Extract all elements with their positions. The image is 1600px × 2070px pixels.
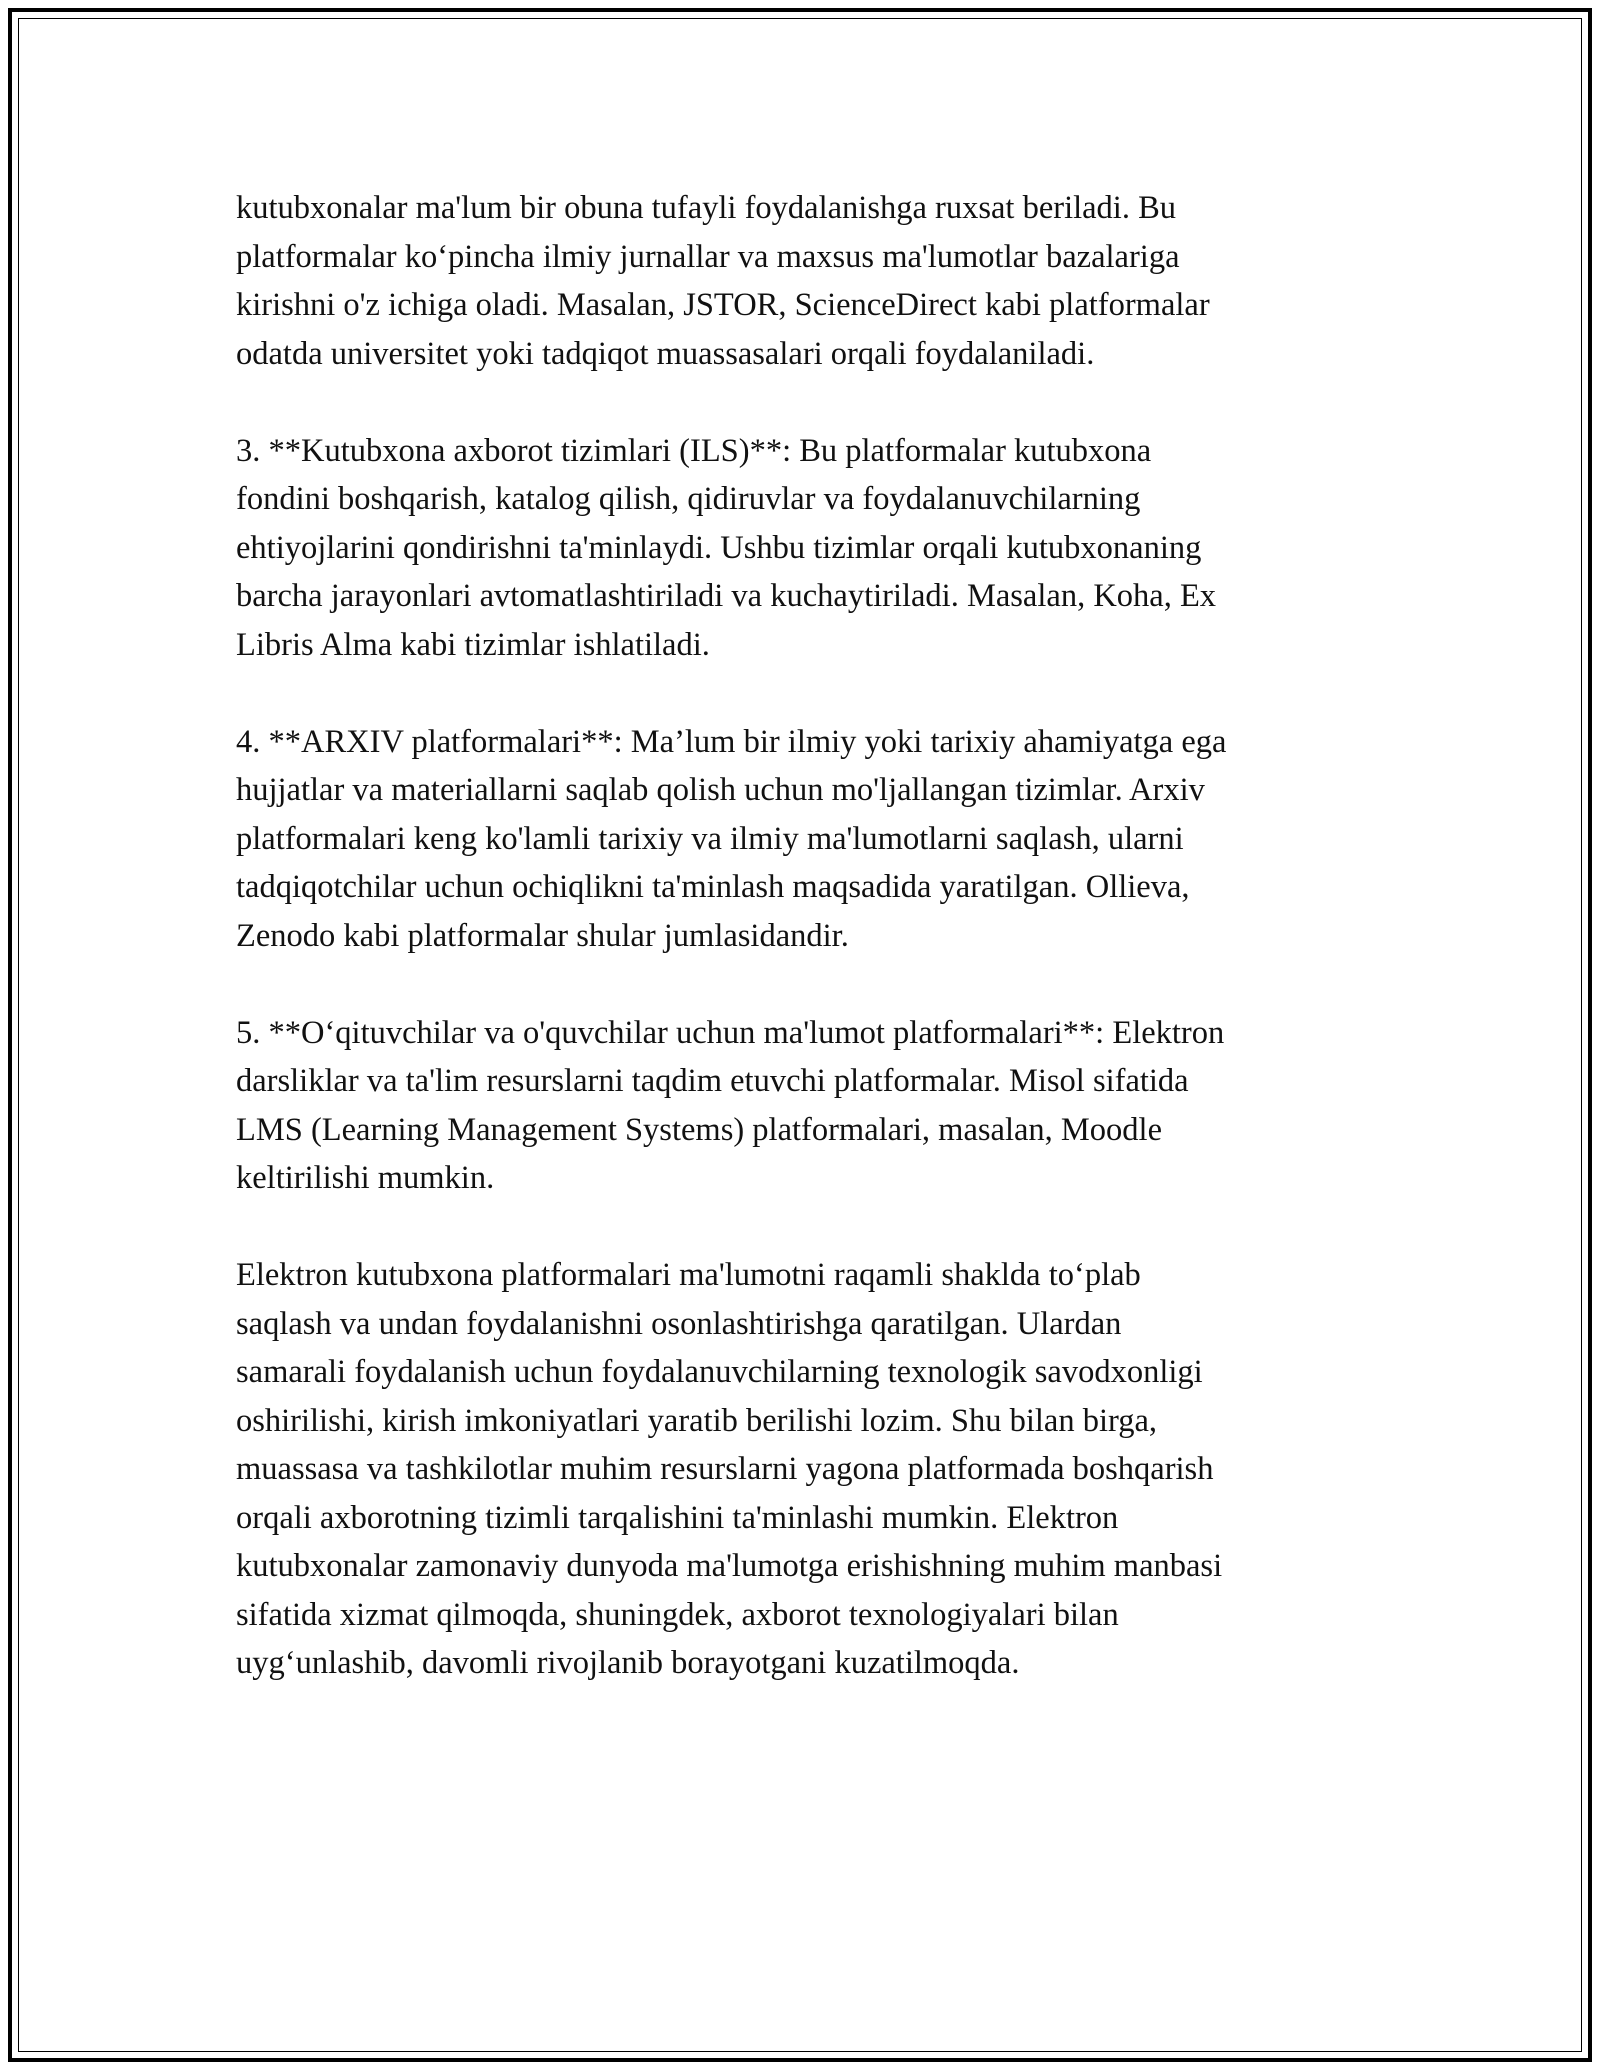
paragraph-item-5: 5. **O‘qituvchilar va o'quvchilar uchun ma'lumot platformalari**: Elektron darsliklar va ta'lim resurslarni taqdim etuvchi platformalar. Misol sifatida LMS (Learning Management Systems) platformalari, masalan, Moodle keltirilishi mumkin. (236, 1014, 1225, 1196)
paragraph-continuation: kutubxonalar ma'lum bir obuna tufayli foydalanishga ruxsat beriladi. Bu platformalar ko‘pincha ilmiy jurnallar va maxsus ma'lumotlar bazalariga kirishni o'z ichiga oladi. Masalan, JSTOR, ScienceDirect kabi platformalar odatda universitet yoki tadqiqot muassasalari orqali foydalaniladi. (236, 190, 1210, 372)
document-body (236, 184, 1366, 1736)
paragraph-conclusion: Elektron kutubxona platformalari ma'lumotni raqamli shaklda to‘plab saqlash va undan foydalanishni osonlashtirishga qaratilgan. Ulardan samarali foydalanish uchun foydalanuvchilarning texnologik savodxonligi oshirilishi, kirish imkoniyatlari yaratib berilishi lozim. Shu bilan birga, muassasa va tashkilotlar muhim resurslarni yagona platformada boshqarish orqali axborotning tizimli tarqalishini ta'minlashi mumkin. Elektron kutubxonalar zamonaviy dunyoda ma'lumotga erishishning muhim manbasi sifatida xizmat qilmoqda, shuningdek, axborot texnologiyalari bilan uyg‘unlashib, davomli rivojlanib borayotgani kuzatilmoqda. (236, 1257, 1223, 1681)
paragraph-item-4: 4. **ARXIV platformalari**: Ma’lum bir ilmiy yoki tarixiy ahamiyatga ega hujjatlar va materiallarni saqlab qolish uchun mo'ljallangan tizimlar. Arxiv platformalari keng ko'lamli tarixiy va ilmiy ma'lumotlarni saqlash, ularni tadqiqotchilar uchun ochiqlikni ta'minlash maqsadida yaratilgan. Ollieva, Zenodo kabi platformalar shular jumlasidandir. (236, 723, 1227, 954)
paragraph-item-3: 3. **Kutubxona axborot tizimlari (ILS)**: Bu platformalar kutubxona fondini boshqarish, katalog qilish, qidiruvlar va foydalanuvchilarning ehtiyojlarini qondirishni ta'minlaydi. Ushbu tizimlar orqali kutubxonaning barcha jarayonlari avtomatlashtiriladi va kuchaytiriladi. Masalan, Koha, Ex Libris Alma kabi tizimlar ishlatiladi. (236, 432, 1217, 663)
